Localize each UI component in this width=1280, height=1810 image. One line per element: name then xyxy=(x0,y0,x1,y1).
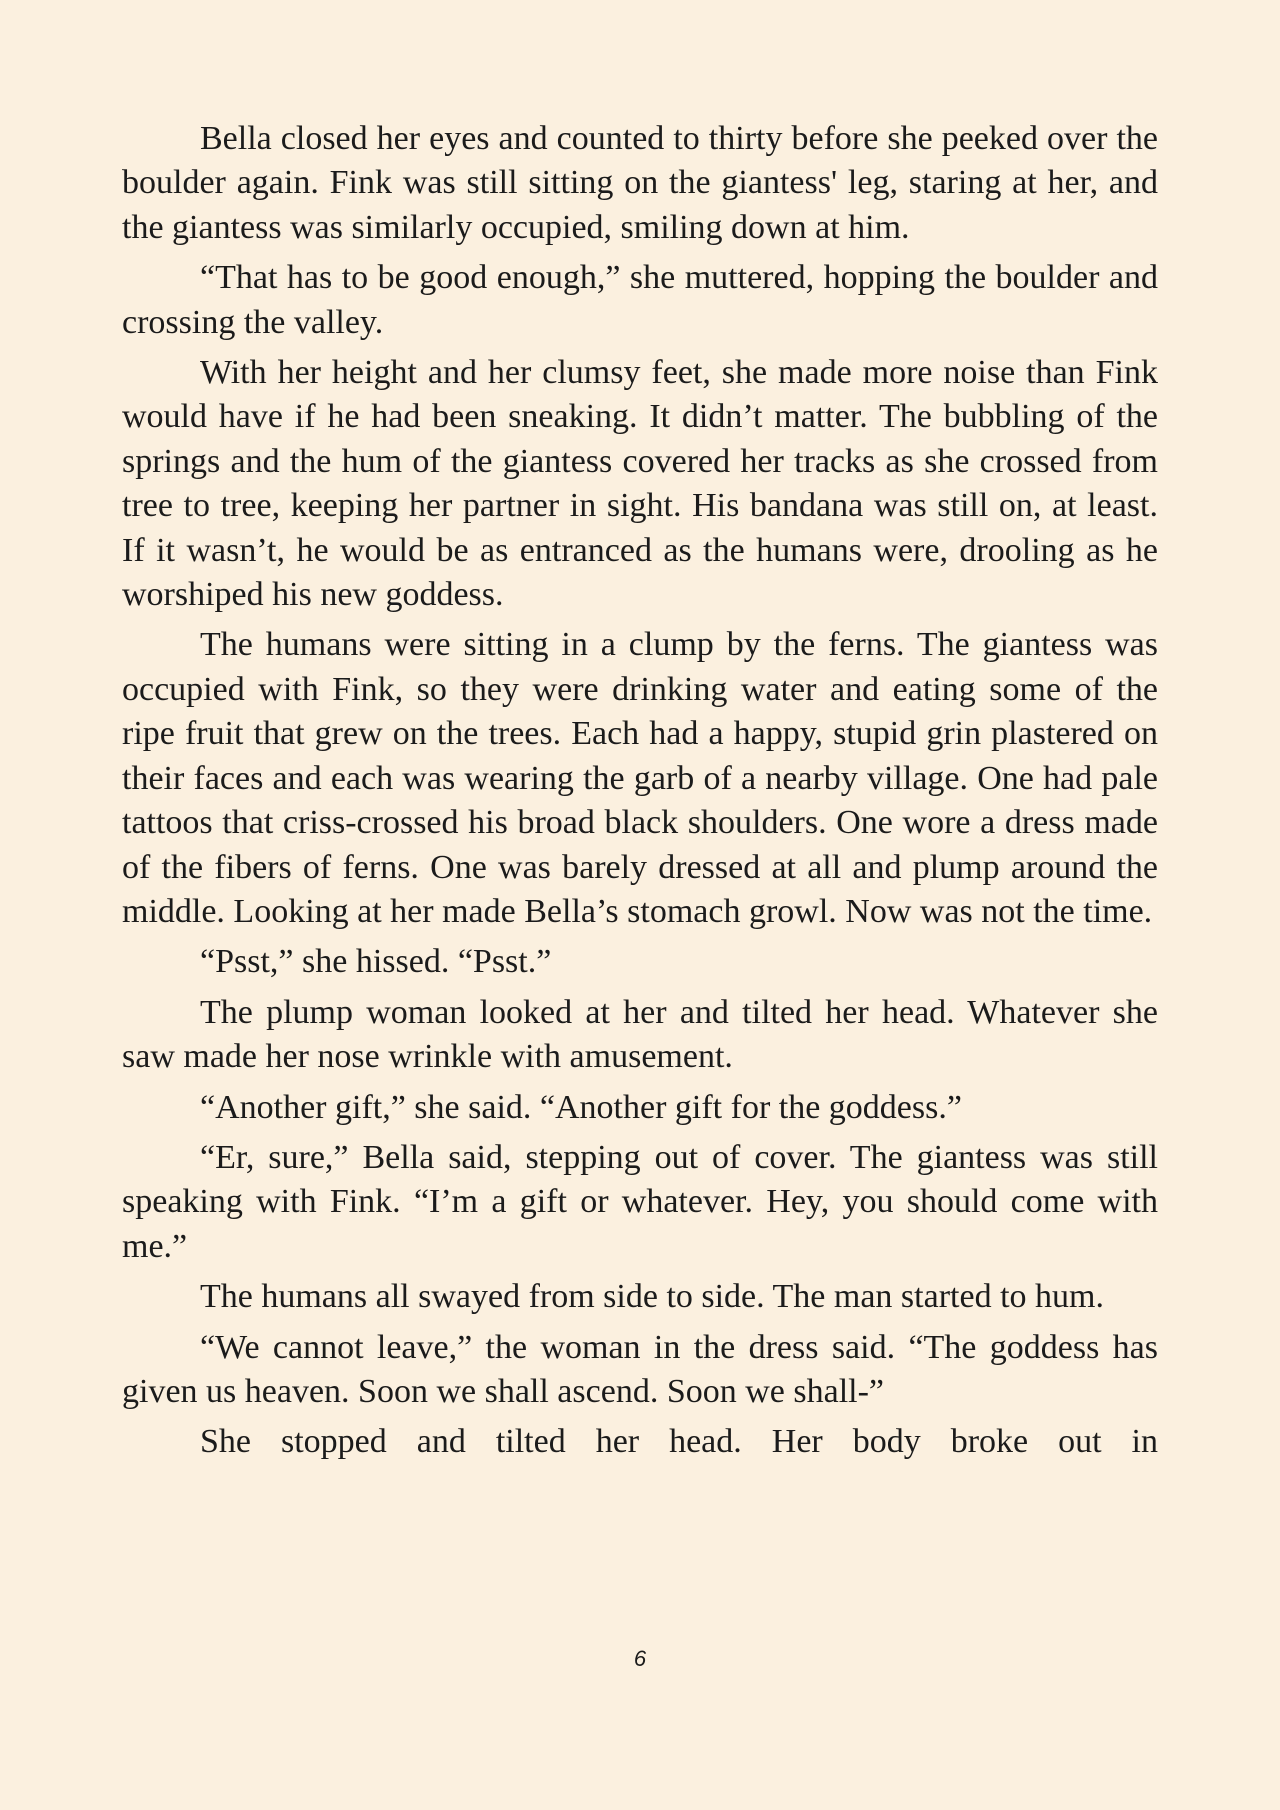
paragraph: The plump woman looked at her and tilted her head. Whatever she saw made her nose wrinkle with amusement. xyxy=(122,993,1158,1076)
page-number: 6 xyxy=(633,1646,647,1671)
paragraph: With her height and her clumsy feet, she made more noise than Fink would have if he had been sneaking. It didn’t matter. The bubbling of the springs and the hum of the giantess covered her tracks as she crossed from tree to tree, keeping her partner in sight. His bandana was still on, at least. If it wasn’t, he would be as entranced as the humans were, drooling as he worshiped his new goddess. xyxy=(122,354,1158,614)
paragraph: The humans all swayed from side to side. The man started to hum. xyxy=(200,1278,1104,1316)
paragraph: “Er, sure,” Bella said, stepping out of cover. The giantess was still speaking with Fink. “I’m a gift or whatever. Hey, you should come with me.” xyxy=(122,1138,1158,1265)
paragraph: “That has to be good enough,” she muttered, hopping the boulder and crossing the valley. xyxy=(122,259,1158,341)
paragraph: “Psst,” she hissed. “Psst.” xyxy=(200,943,552,981)
paragraph: “We cannot leave,” the woman in the dress said. “The goddess has given us heaven. Soon we shall ascend. Soon we shall-” xyxy=(122,1328,1158,1410)
page-body xyxy=(122,117,1158,1471)
paragraph: The humans were sitting in a clump by the ferns. The giantess was occupied with Fink, so they were drinking water and eating some of the ripe fruit that grew on the trees. Each had a happy, stupid grin plastered on their faces and each was wearing the garb of a nearby village. One had pale tattoos that criss-crossed his broad black shoulders. One wore a dress made of the fibers of ferns. One was barely dressed at all and plump around the middle. Looking at her made Bella’s stomach growl. Now was not the time. xyxy=(122,626,1158,930)
paragraph: “Another gift,” she said. “Another gift for the goddess.” xyxy=(200,1088,962,1126)
paragraph: Bella closed her eyes and counted to thirty before she peeked over the boulder again. Fink was still sitting on the giantess' leg, staring at her, and the giantess was similarly occupied, smiling down at him. xyxy=(122,120,1158,246)
paragraph: She stopped and tilted her head. Her body broke out in xyxy=(200,1423,1158,1461)
